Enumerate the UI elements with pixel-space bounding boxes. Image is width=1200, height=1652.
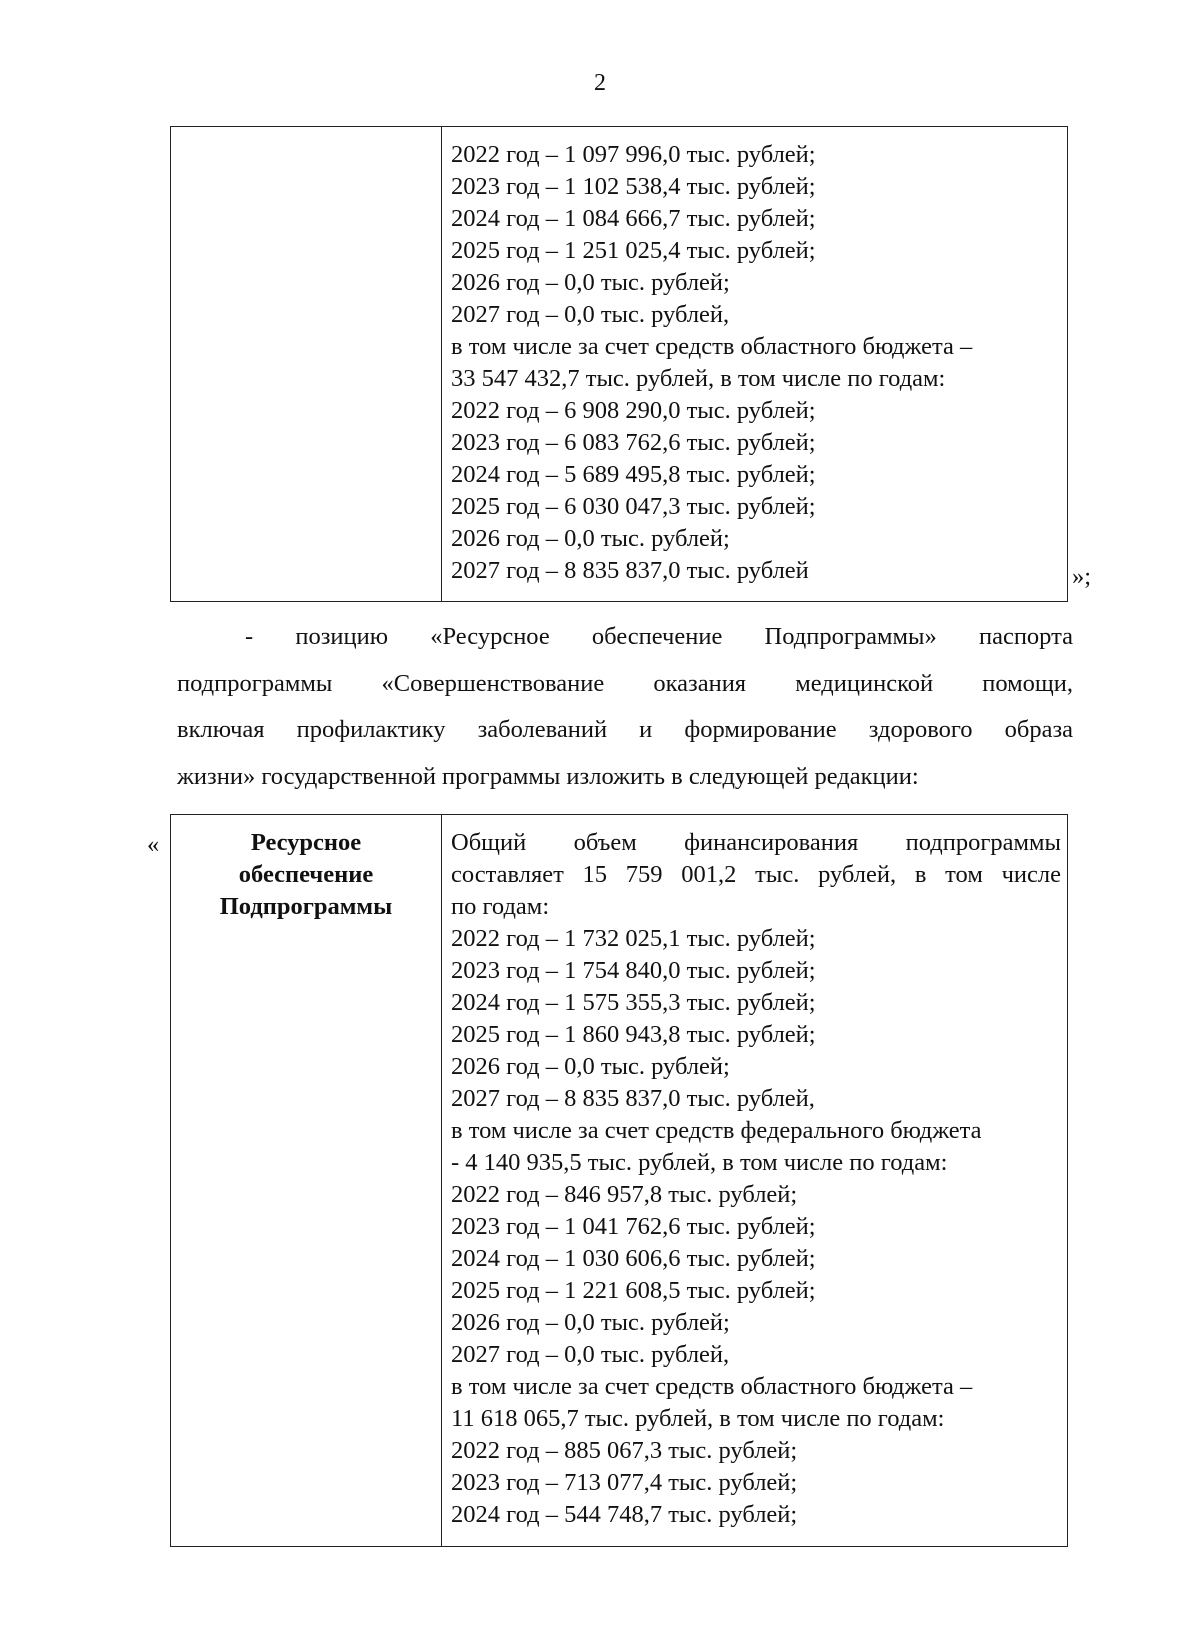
table-line: 2027 год – 0,0 тыс. рублей, <box>451 301 730 328</box>
table-right-cell <box>442 127 1067 601</box>
table-line: 11 618 065,7 тыс. рублей, в том числе по годам: <box>451 1405 945 1432</box>
table-line: 2027 год – 8 835 837,0 тыс. рублей <box>451 557 809 584</box>
table-line: 2027 год – 0,0 тыс. рублей, <box>451 1341 730 1368</box>
table-line: 2026 год – 0,0 тыс. рублей; <box>451 1309 730 1336</box>
resource-table-subprogram <box>170 814 1068 1547</box>
table-line: 2022 год – 1 097 996,0 тыс. рублей; <box>451 141 816 168</box>
paragraph-line: жизни» государственной программы изложить в следующей редакции: <box>177 762 919 790</box>
table-line: 2024 год – 544 748,7 тыс. рублей; <box>451 1501 798 1528</box>
section-title-line: Подпрограммы <box>219 893 393 920</box>
table-line: по годам: <box>451 893 550 920</box>
table-line: 2022 год – 885 067,3 тыс. рублей; <box>451 1437 798 1464</box>
table-line: 2024 год – 1 030 606,6 тыс. рублей; <box>451 1245 816 1272</box>
table-line: 2022 год – 1 732 025,1 тыс. рублей; <box>451 925 816 952</box>
page-number: 2 <box>594 70 606 96</box>
table-line: 2022 год – 846 957,8 тыс. рублей; <box>451 1181 798 1208</box>
table-line: 2023 год – 1 041 762,6 тыс. рублей; <box>451 1213 816 1240</box>
opening-quote: « <box>147 831 160 858</box>
table-line: 2026 год – 0,0 тыс. рублей; <box>451 269 730 296</box>
table-line: 2025 год – 1 860 943,8 тыс. рублей; <box>451 1021 816 1048</box>
table-line: 2026 год – 0,0 тыс. рублей; <box>451 525 730 552</box>
table-left-cell <box>171 815 442 1546</box>
resource-table-continued <box>170 126 1068 602</box>
paragraph-line: - позицию «Ресурсное обеспечение Подпрограммы» паспорта <box>245 623 1073 650</box>
section-title <box>171 815 441 923</box>
instruction-paragraph <box>177 619 1073 805</box>
table-line: в том числе за счет средств областного бюджета – <box>451 1373 973 1400</box>
table-line: 2022 год – 6 908 290,0 тыс. рублей; <box>451 397 816 424</box>
table-line: 2026 год – 0,0 тыс. рублей; <box>451 1053 730 1080</box>
table-line: в том числе за счет средств федерального бюджета <box>451 1117 982 1144</box>
table-line: 2023 год – 1 102 538,4 тыс. рублей; <box>451 173 816 200</box>
table-line: 33 547 432,7 тыс. рублей, в том числе по годам: <box>451 365 946 392</box>
table-line: 2023 год – 1 754 840,0 тыс. рублей; <box>451 957 816 984</box>
table-line: 2025 год – 1 251 025,4 тыс. рублей; <box>451 237 816 264</box>
paragraph-line: включая профилактику заболеваний и формирование здорового образа <box>177 716 1073 743</box>
table-line: 2023 год – 6 083 762,6 тыс. рублей; <box>451 429 816 456</box>
section-title-line: обеспечение <box>238 861 374 888</box>
paragraph-line: подпрограммы «Совершенствование оказания медицинской помощи, <box>177 669 1073 697</box>
table-line: 2024 год – 1 575 355,3 тыс. рублей; <box>451 989 816 1016</box>
table-left-cell-empty <box>171 127 442 601</box>
table-line: Общий объем финансирования подпрограммы <box>451 829 1061 856</box>
table-line: 2027 год – 8 835 837,0 тыс. рублей, <box>451 1085 815 1112</box>
section-title-line: Ресурсное <box>250 829 362 856</box>
table-line: - 4 140 935,5 тыс. рублей, в том числе по годам: <box>451 1149 948 1176</box>
table-line: 2025 год – 6 030 047,3 тыс. рублей; <box>451 493 816 520</box>
table-line: в том числе за счет средств областного бюджета – <box>451 333 973 360</box>
table-line: составляет 15 759 001,2 тыс. рублей, в том числе <box>451 861 1061 888</box>
table-line: 2025 год – 1 221 608,5 тыс. рублей; <box>451 1277 816 1304</box>
table-line: 2024 год – 1 084 666,7 тыс. рублей; <box>451 205 816 232</box>
table-line: 2023 год – 713 077,4 тыс. рублей; <box>451 1469 798 1496</box>
closing-quote: »; <box>1072 563 1092 590</box>
table-right-cell <box>442 815 1067 1546</box>
table-line: 2024 год – 5 689 495,8 тыс. рублей; <box>451 461 816 488</box>
